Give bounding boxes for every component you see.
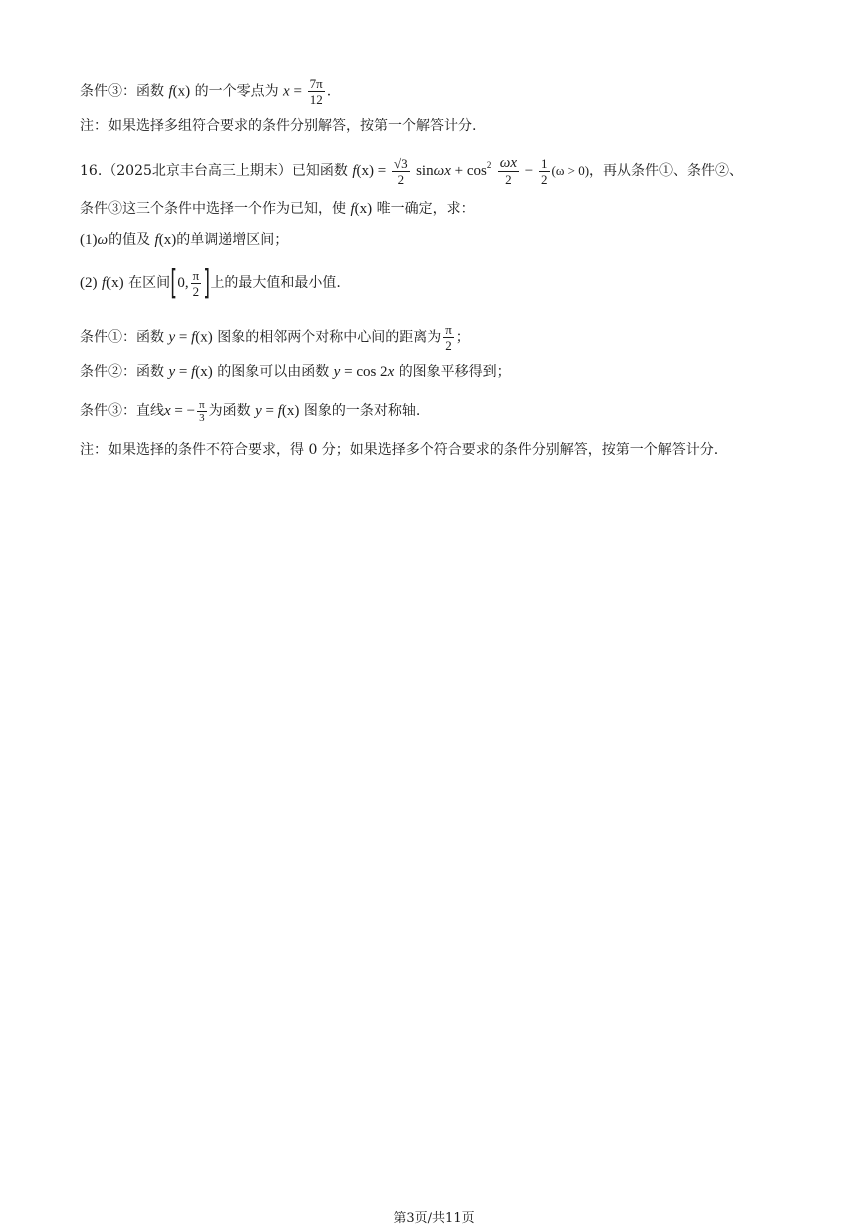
q16-part-1: (1)ω的值及 f(x)的单调递增区间；: [80, 232, 289, 248]
condition-1: 条件①：函数 y = f(x) 图象的相邻两个对称中心间的距离为 $\frac{\pi}{2}$ ；: [80, 322, 470, 353]
condition-3-previous: 条件③：函数 f(x) 的一个零点为 x = $\frac{7\pi}{12}$ .: [80, 76, 332, 107]
q16-note: 注：如果选择的条件不符合要求，得 0 分；如果选择多个符合要求的条件分别解答，按第一个解答计分.: [80, 442, 719, 458]
fraction-1-2: $\frac{1}{2}$: [541, 155, 548, 187]
right-bracket: ]: [203, 263, 211, 303]
fraction-pi-2: $\frac{\pi}{2}$: [192, 267, 200, 299]
condition-2: 条件②：函数 y = f(x) 的图象可以由函数 y = cos 2x 的图象平移得到；: [80, 364, 511, 380]
fraction-omega-x-2: $\frac{\omega x}{2}$: [499, 154, 518, 187]
left-bracket: [: [170, 263, 178, 303]
q16-stem-line1: 16.（2025北京丰台高三上期末）已知函数 f(x) = $\frac{√3}{2}$ $\sin\omega x + \cos^2$ $\frac{\omega x}{2}$ − $\frac{1}{2}$ (ω > 0)，再从条件①、条件②、: [80, 154, 744, 187]
previous-note: 注：如果选择多组符合要求的条件分别解答，按第一个解答计分.: [80, 118, 477, 134]
fraction-sqrt3-2: $\frac{√3}{2}$: [394, 155, 408, 187]
fraction-pi-3: $\frac{\pi}{3}$: [199, 398, 205, 424]
q16-part-2: (2) f(x) 在区间[0, $\frac{\pi}{2}$ ]上的最大值和最小值.: [80, 263, 341, 303]
fraction-pi-2-c1: $\frac{\pi}{2}$: [445, 322, 452, 353]
q16-stem-line2: 条件③这三个条件中选择一个作为已知，使 f(x) 唯一确定，求：: [80, 201, 475, 217]
page-footer: 第3页/共11页: [393, 1211, 475, 1226]
fraction-7pi-12: $\frac{7\pi}{12}$: [309, 76, 323, 107]
condition-3: 条件③：直线x = − $\frac{\pi}{3}$ 为函数 y = f(x) 图象的一条对称轴.: [80, 398, 421, 424]
